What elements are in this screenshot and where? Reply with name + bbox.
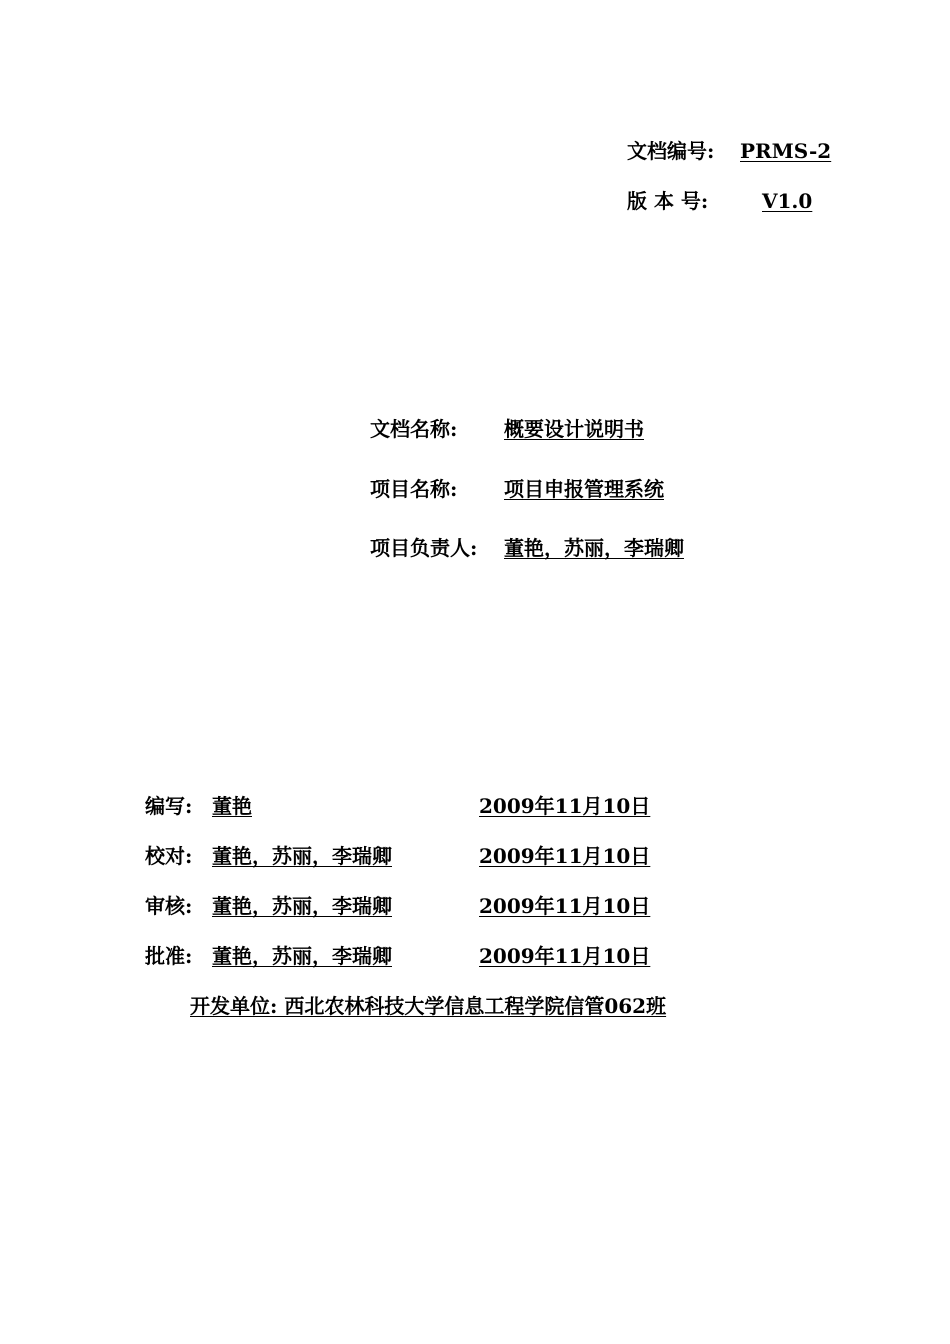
- dev-unit: 开发单位: 西北农林科技大学信息工程学院信管062班: [190, 994, 667, 1018]
- doc-name-value: 概要设计说明书: [504, 417, 644, 441]
- project-leader-value: 董艳，苏丽，李瑞卿: [504, 536, 684, 560]
- signoff-date-proofread: 2009年11月10日: [479, 844, 651, 868]
- signoff-label-write: 编写:: [145, 794, 193, 818]
- signoff-label-approve: 批准:: [145, 944, 193, 968]
- doc-number-value: PRMS-2: [740, 139, 832, 163]
- project-name-label: 项目名称:: [370, 477, 458, 501]
- signoff-label-review: 审核:: [145, 894, 193, 918]
- signoff-label-proofread: 校对:: [145, 844, 193, 868]
- doc-name-label: 文档名称:: [370, 417, 458, 441]
- version-value: V1.0: [762, 189, 813, 213]
- project-leader-label: 项目负责人:: [370, 536, 478, 560]
- signoff-names-review: 董艳，苏丽，李瑞卿: [212, 894, 392, 918]
- signoff-date-approve: 2009年11月10日: [479, 944, 651, 968]
- signoff-names-approve: 董艳，苏丽，李瑞卿: [212, 944, 392, 968]
- doc-number-label: 文档编号:: [627, 139, 715, 163]
- version-label: 版 本 号:: [627, 189, 709, 213]
- signoff-names-proofread: 董艳，苏丽，李瑞卿: [212, 844, 392, 868]
- signoff-date-review: 2009年11月10日: [479, 894, 651, 918]
- project-name-value: 项目申报管理系统: [504, 477, 664, 501]
- signoff-names-write: 董艳: [212, 794, 252, 818]
- signoff-date-write: 2009年11月10日: [479, 794, 651, 818]
